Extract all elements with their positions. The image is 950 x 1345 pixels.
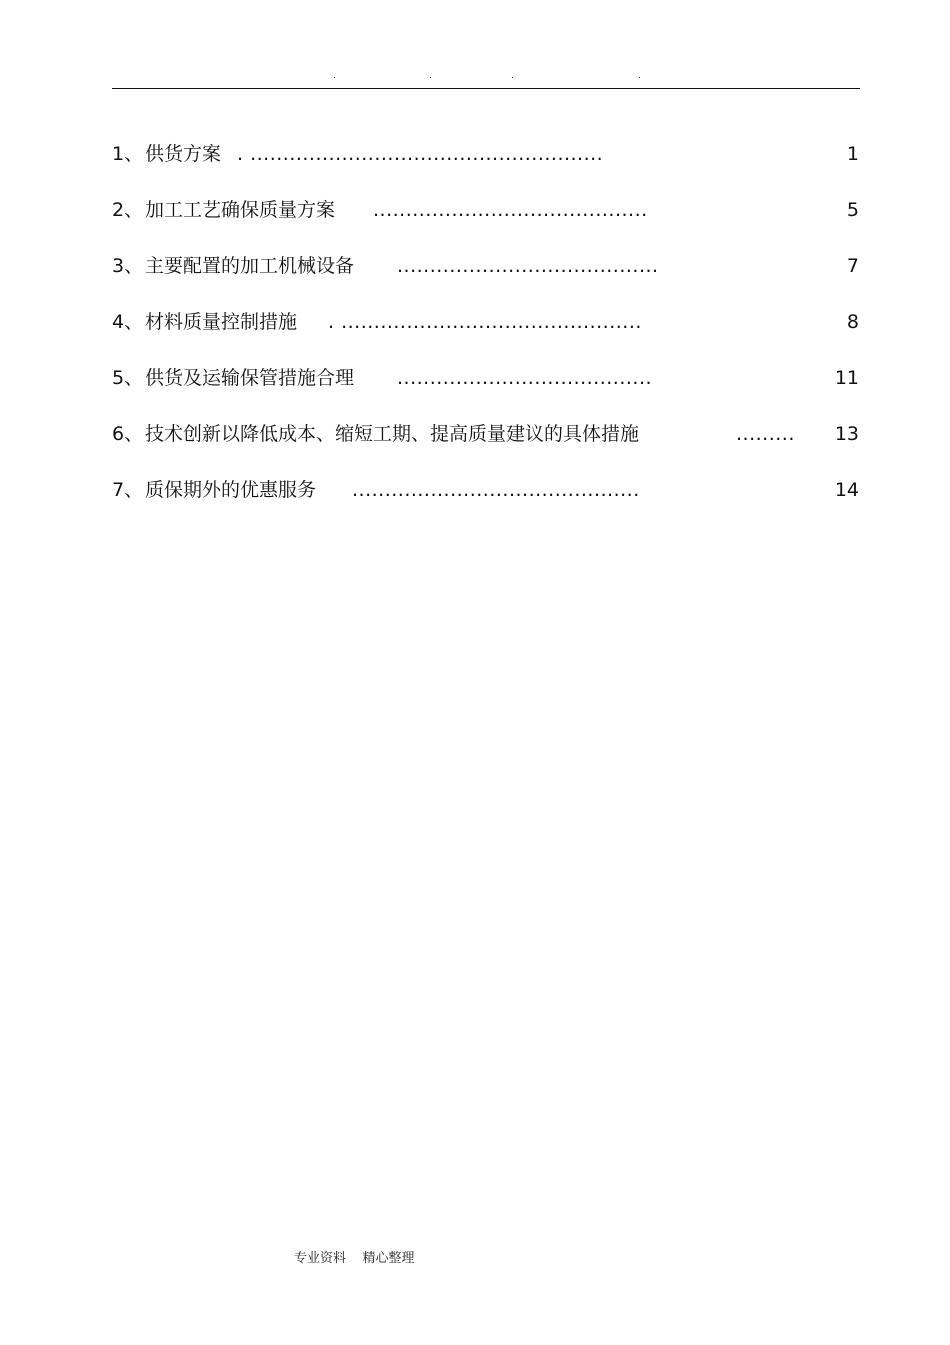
header-dot: . [638,71,641,81]
toc-entry-leader: ............................................ [352,479,640,501]
toc-entry-page: 7 [846,255,859,277]
toc-entry-number: 1、 [112,143,144,165]
toc-entry-title: 材料质量控制措施 [145,311,298,333]
toc-entry-title: 供货及运输保管措施合理 [145,367,355,389]
toc-entry-leader: ....................................... [397,367,653,389]
toc-entry[interactable] [112,196,859,252]
header-rule [112,88,860,89]
toc-entry-leader: ......... [736,423,795,445]
toc-entry-page: 1 [846,143,859,165]
toc-entry[interactable] [112,140,859,196]
toc-entry-page: 13 [834,423,859,445]
toc-entry-title: 供货方案 [145,143,222,165]
header-dot: . [511,71,514,81]
toc-entry-leader: . ...................................................... [237,143,604,165]
toc-entry[interactable] [112,476,859,532]
toc-entry-title: 技术创新以降低成本、缩短工期、提高质量建议的具体措施 [145,423,640,445]
toc-entry[interactable] [112,252,859,308]
header-dot: . [333,71,336,81]
toc-entry-number: 3、 [112,255,144,277]
toc-entry-page: 8 [846,311,859,333]
toc-entry-number: 7、 [112,479,144,501]
toc-entry-title: 加工工艺确保质量方案 [145,199,336,221]
header-dot: . [429,71,432,81]
page-footer: 专业资料 精心整理 [294,1251,415,1266]
toc-entry-leader: .......................................... [373,199,648,221]
toc-entry-number: 4、 [112,311,144,333]
toc-entry-leader: ........................................ [397,255,659,277]
toc-entry-page: 11 [834,367,859,389]
toc-entry-number: 2、 [112,199,144,221]
toc-entry-title: 质保期外的优惠服务 [145,479,317,501]
toc-entry[interactable] [112,308,859,364]
toc-entry[interactable] [112,420,859,476]
toc-entry-leader: . .............................................. [328,311,642,333]
toc-entry-number: 5、 [112,367,144,389]
toc-entry-number: 6、 [112,423,144,445]
header-dots [0,72,950,84]
table-of-contents [112,140,859,532]
toc-entry[interactable] [112,364,859,420]
toc-entry-page: 14 [834,479,859,501]
toc-entry-title: 主要配置的加工机械设备 [145,255,355,277]
toc-entry-page: 5 [846,199,859,221]
